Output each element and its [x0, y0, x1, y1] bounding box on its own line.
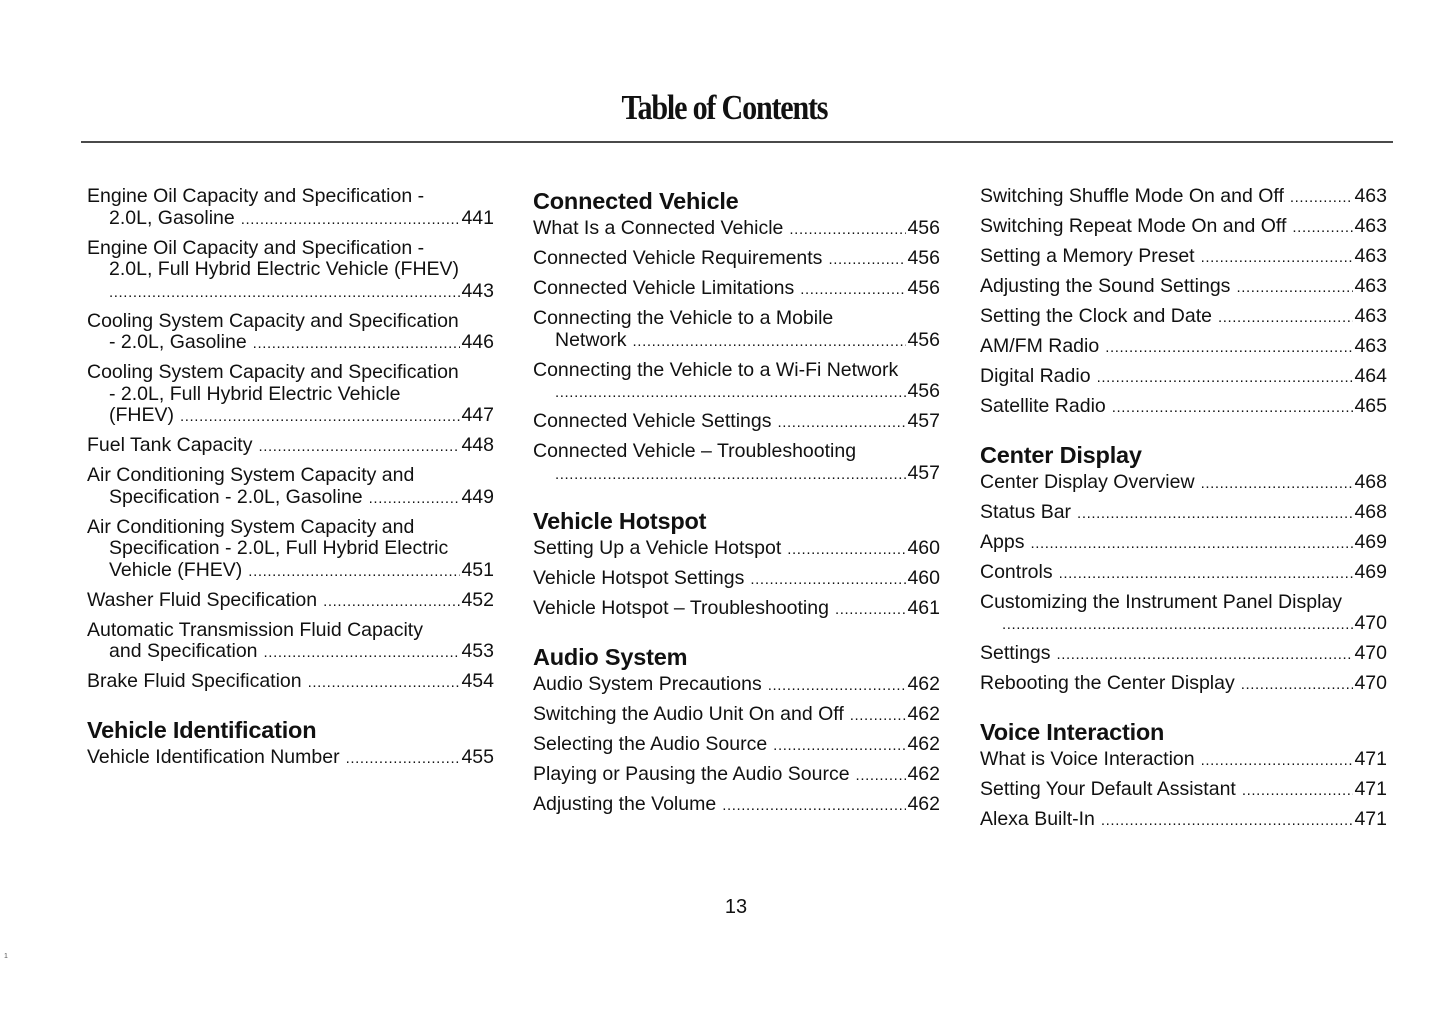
- toc-entry-page-number: 456: [907, 247, 940, 269]
- toc-entry-title: Playing or Pausing the Audio Source: [533, 762, 850, 785]
- toc-entry-title-line: Connecting the Vehicle to a Mobile: [533, 307, 834, 329]
- toc-entry-title: Adjusting the Sound Settings: [980, 275, 1231, 297]
- toc-entry-page-number: 463: [1354, 305, 1387, 327]
- toc-entry[interactable]: [980, 336, 1387, 359]
- toc-entry[interactable]: [87, 311, 494, 355]
- dot-leader: [323, 590, 460, 613]
- toc-entry-leader-line: [533, 704, 940, 727]
- toc-entry[interactable]: [980, 592, 1387, 636]
- toc-entry-leader-line: [980, 613, 1387, 636]
- toc-entry-title-line: - 2.0L, Full Hybrid Electric Vehicle: [109, 382, 401, 405]
- toc-entry-page-number: 461: [907, 597, 940, 619]
- toc-entry[interactable]: [87, 671, 494, 694]
- toc-entry-leader-line: [980, 779, 1387, 802]
- page-title: Table of Contents: [621, 88, 828, 127]
- toc-entry[interactable]: [980, 749, 1387, 772]
- toc-entry-title: Digital Radio: [980, 365, 1091, 387]
- toc-entry-page-number: 464: [1354, 365, 1387, 387]
- dot-leader: [787, 538, 906, 561]
- toc-entry-page-number: 441: [461, 206, 494, 229]
- toc-entry-title: Apps: [980, 530, 1025, 553]
- toc-entry-page-number: 456: [907, 277, 940, 299]
- toc-entry-page-number: 469: [1354, 560, 1387, 583]
- toc-entry[interactable]: [533, 360, 940, 404]
- toc-entry[interactable]: [533, 598, 940, 621]
- toc-entry-leader-line: [533, 381, 940, 404]
- toc-entry-page-number: 447: [461, 404, 494, 426]
- dot-leader: [850, 704, 907, 727]
- dot-leader: [1056, 643, 1353, 666]
- dot-leader: [1242, 779, 1354, 802]
- section-heading: Voice Interaction: [980, 718, 1165, 745]
- toc-entry-page-number: 448: [461, 434, 494, 456]
- toc-entry-title: Switching the Audio Unit On and Off: [533, 702, 844, 725]
- toc-entry-page-number: 443: [461, 279, 494, 302]
- toc-entry-title: Specification - 2.0L, Gasoline: [109, 485, 363, 508]
- toc-entry-title: Controls: [980, 560, 1053, 583]
- toc-entry-title: Connected Vehicle Requirements: [533, 247, 823, 269]
- toc-entry-page-number: 456: [907, 217, 940, 239]
- dot-leader: [789, 218, 906, 241]
- toc-entry-leader-line: [533, 734, 940, 757]
- toc-entry-leader-line: [87, 332, 494, 355]
- toc-entry-page-number: 469: [1354, 530, 1387, 553]
- toc-entry-leader-line: [87, 487, 494, 510]
- toc-entry-leader-line: [87, 208, 494, 231]
- toc-entry-leader-line: [980, 673, 1387, 696]
- toc-entry[interactable]: [87, 517, 494, 583]
- toc-entry-title: What Is a Connected Vehicle: [533, 217, 784, 239]
- toc-entry[interactable]: [533, 308, 940, 352]
- dot-leader: [1201, 472, 1354, 495]
- dot-leader: [1218, 306, 1353, 329]
- toc-entry-title: Vehicle Identification Number: [87, 745, 340, 768]
- toc-entry[interactable]: [87, 590, 494, 613]
- section-heading: Center Display: [980, 441, 1142, 468]
- toc-entry-title: (FHEV): [109, 404, 174, 426]
- toc-column-1: [87, 186, 494, 777]
- toc-entry[interactable]: [980, 779, 1387, 802]
- toc-entry[interactable]: [533, 734, 940, 757]
- dot-leader: [1290, 186, 1354, 209]
- toc-entry-leader-line: [87, 641, 494, 664]
- toc-entry-leader-line: [533, 674, 940, 697]
- toc-entry-page-number: 468: [1354, 500, 1387, 523]
- toc-column-2: [533, 186, 940, 824]
- toc-entry-page-number: 462: [907, 762, 940, 785]
- toc-entry-leader-line: [87, 281, 494, 304]
- toc-entry-title: Status Bar: [980, 500, 1072, 523]
- toc-entry-title: Vehicle Hotspot Settings: [533, 567, 745, 589]
- toc-entry-leader-line: [533, 538, 940, 561]
- dot-leader: [308, 671, 461, 694]
- toc-entry-leader-line: [980, 809, 1387, 832]
- dot-leader: [369, 487, 461, 510]
- toc-entry[interactable]: [980, 532, 1387, 555]
- toc-entry-title-line: Cooling System Capacity and Specification: [87, 361, 459, 383]
- dot-leader: [856, 764, 907, 787]
- toc-entry[interactable]: [87, 186, 494, 230]
- toc-entry-leader-line: [87, 671, 494, 694]
- dot-leader: [1105, 336, 1353, 359]
- toc-entry-title-line: Air Conditioning System Capacity and: [87, 464, 415, 486]
- toc-entry-title: Alexa Built-In: [980, 807, 1095, 830]
- toc-entry[interactable]: [87, 620, 494, 664]
- toc-entry-title: Setting Up a Vehicle Hotspot: [533, 537, 782, 559]
- dot-leader: [241, 208, 461, 231]
- toc-entry[interactable]: [533, 704, 940, 727]
- toc-entry[interactable]: [980, 186, 1387, 209]
- toc-entry-page-number: 462: [907, 792, 940, 815]
- toc-entry-leader-line: [980, 502, 1387, 525]
- toc-entry[interactable]: [87, 362, 494, 428]
- toc-entry[interactable]: [980, 276, 1387, 299]
- toc-entry-page-number: 460: [907, 537, 940, 559]
- dot-leader: [778, 411, 907, 434]
- toc-entry-page-number: 462: [907, 732, 940, 755]
- section-heading: Vehicle Hotspot: [533, 508, 707, 534]
- toc-entry-leader-line: [533, 764, 940, 787]
- toc-entry[interactable]: [980, 673, 1387, 696]
- toc-entry-title: Washer Fluid Specification: [87, 588, 318, 611]
- toc-entry-leader-line: [533, 218, 940, 241]
- dot-leader: [1030, 532, 1353, 555]
- toc-entry-page-number: 468: [1354, 470, 1387, 493]
- toc-entry-leader-line: [87, 435, 494, 458]
- toc-entry[interactable]: [980, 306, 1387, 329]
- dot-leader: [264, 641, 461, 664]
- toc-entry-leader-line: [980, 336, 1387, 359]
- dot-leader: [773, 734, 906, 757]
- toc-entry-page-number: 449: [461, 485, 494, 508]
- toc-entry-page-number: 463: [1354, 215, 1387, 237]
- toc-entry-title-line: Connecting the Vehicle to a Wi-Fi Network: [533, 358, 899, 381]
- dot-leader: [633, 330, 907, 353]
- toc-entry-title: Brake Fluid Specification: [87, 670, 302, 692]
- toc-entry[interactable]: [980, 396, 1387, 419]
- toc-entry-title-line: Air Conditioning System Capacity and: [87, 515, 415, 538]
- toc-entry-leader-line: [980, 366, 1387, 389]
- toc-entry-title: Setting a Memory Preset: [980, 245, 1195, 267]
- toc-entry-title: Settings: [980, 642, 1051, 664]
- toc-entry-page-number: 470: [1354, 642, 1387, 664]
- dot-leader: [109, 281, 460, 304]
- toc-entry[interactable]: [980, 246, 1387, 269]
- dot-leader: [1201, 246, 1354, 269]
- toc-entry-leader-line: [87, 747, 494, 770]
- toc-entry-leader-line: [533, 598, 940, 621]
- toc-entry-page-number: 471: [1354, 777, 1387, 800]
- toc-entry-title: Satellite Radio: [980, 395, 1106, 417]
- toc-entry-leader-line: [980, 562, 1387, 585]
- toc-entry-page-number: 453: [461, 640, 494, 662]
- toc-entry-page-number: 462: [907, 672, 940, 695]
- toc-entry[interactable]: [980, 216, 1387, 239]
- title-divider: [81, 141, 1393, 143]
- toc-entry-title: Vehicle (FHEV): [109, 558, 243, 581]
- dot-leader: [1292, 216, 1353, 239]
- dot-leader: [768, 674, 907, 697]
- dot-leader: [1101, 809, 1354, 832]
- dot-leader: [346, 747, 461, 770]
- dot-leader: [258, 435, 460, 458]
- toc-entry-title-line: Specification - 2.0L, Full Hybrid Electric: [109, 537, 449, 559]
- toc-entry-title: Audio System Precautions: [533, 672, 762, 695]
- toc-entry-title: Setting the Clock and Date: [980, 305, 1212, 327]
- toc-entry-title-line: Automatic Transmission Fluid Capacity: [87, 618, 423, 641]
- toc-entry[interactable]: [533, 674, 940, 697]
- toc-entry-title: Network: [555, 328, 627, 351]
- toc-entry-title: Connected Vehicle Limitations: [533, 277, 795, 299]
- toc-entry-page-number: 463: [1354, 275, 1387, 297]
- toc-entry-page-number: 463: [1354, 335, 1387, 357]
- section-heading: Connected Vehicle: [533, 188, 739, 214]
- section-heading: Audio System: [533, 643, 688, 670]
- toc-entry[interactable]: [533, 538, 940, 561]
- toc-entry-page-number: 455: [461, 745, 494, 768]
- toc-entry-leader-line: [980, 306, 1387, 329]
- dot-leader: [750, 568, 906, 591]
- dot-leader: [1241, 673, 1354, 696]
- toc-entry-title: Rebooting the Center Display: [980, 672, 1235, 694]
- toc-entry-page-number: 470: [1354, 612, 1387, 634]
- toc-entry-leader-line: [980, 186, 1387, 209]
- toc-entry-page-number: 463: [1354, 245, 1387, 267]
- toc-entry-leader-line: [533, 463, 940, 486]
- toc-entry[interactable]: [533, 568, 940, 591]
- toc-entry-page-number: 471: [1354, 747, 1387, 770]
- toc-entry-title-line: 2.0L, Full Hybrid Electric Vehicle (FHEV): [109, 258, 460, 280]
- dot-leader: [722, 794, 906, 817]
- toc-entry-title: Selecting the Audio Source: [533, 732, 768, 755]
- toc-entry-leader-line: [533, 794, 940, 817]
- dot-leader: [1236, 276, 1353, 299]
- toc-entry-page-number: 457: [907, 461, 940, 484]
- dot-leader: [835, 598, 907, 621]
- toc-entry-leader-line: [980, 643, 1387, 666]
- dot-leader: [1059, 562, 1354, 585]
- toc-entry-leader-line: [980, 396, 1387, 419]
- dot-leader: [1097, 366, 1354, 389]
- toc-entry-title: 2.0L, Gasoline: [109, 206, 235, 229]
- toc-entry-title: Center Display Overview: [980, 470, 1195, 493]
- toc-entry[interactable]: [533, 248, 940, 271]
- toc-entry-leader-line: [980, 749, 1387, 772]
- dot-leader: [555, 463, 906, 486]
- toc-entry-leader-line: [87, 405, 494, 428]
- toc-entry-leader-line: [980, 276, 1387, 299]
- dot-leader: [253, 332, 461, 355]
- toc-entry-title: Adjusting the Volume: [533, 792, 717, 815]
- toc-entry-page-number: 456: [907, 328, 940, 351]
- toc-entry-title-line: Engine Oil Capacity and Specification -: [87, 185, 425, 207]
- toc-entry-title: Setting Your Default Assistant: [980, 777, 1236, 800]
- toc-entry[interactable]: [533, 441, 940, 485]
- toc-entry-leader-line: [533, 330, 940, 353]
- toc-entry[interactable]: [533, 794, 940, 817]
- toc-entry-title: Switching Repeat Mode On and Off: [980, 215, 1287, 237]
- toc-entry-leader-line: [533, 248, 940, 271]
- toc-entry-leader-line: [87, 560, 494, 583]
- dot-leader: [1112, 396, 1354, 419]
- toc-entry-page-number: 463: [1354, 185, 1387, 207]
- toc-entry-title-line: Cooling System Capacity and Specification: [87, 309, 459, 332]
- dot-leader: [248, 560, 460, 583]
- toc-entry-title: Vehicle Hotspot – Troubleshooting: [533, 597, 829, 619]
- toc-entry-title: - 2.0L, Gasoline: [109, 331, 247, 353]
- dot-leader: [828, 248, 906, 271]
- toc-entry-leader-line: [533, 278, 940, 301]
- dot-leader: [800, 278, 906, 301]
- toc-entry-leader-line: [980, 216, 1387, 239]
- toc-entry-page-number: 446: [461, 331, 494, 353]
- page-number: 13: [724, 896, 748, 918]
- toc-entry-page-number: 451: [461, 558, 494, 581]
- toc-entry-title-line: Customizing the Instrument Panel Display: [980, 590, 1342, 613]
- dot-leader: [1201, 749, 1354, 772]
- dot-leader: [180, 405, 460, 428]
- toc-entry-title-line: Engine Oil Capacity and Specification -: [87, 236, 425, 259]
- toc-entry-title: What is Voice Interaction: [980, 747, 1195, 770]
- toc-entry[interactable]: [533, 764, 940, 787]
- toc-entry[interactable]: [87, 465, 494, 509]
- dot-leader: [555, 381, 906, 404]
- toc-entry[interactable]: [533, 218, 940, 241]
- toc-entry-page-number: 471: [1354, 807, 1387, 830]
- toc-entry-page-number: 457: [907, 410, 940, 432]
- toc-entry[interactable]: [980, 366, 1387, 389]
- toc-entry-page-number: 462: [907, 702, 940, 725]
- toc-entry-page-number: 460: [907, 567, 940, 589]
- toc-entry[interactable]: [87, 238, 494, 304]
- dot-leader: [1077, 502, 1353, 525]
- toc-entry-leader-line: [87, 590, 494, 613]
- toc-entry-leader-line: [533, 568, 940, 591]
- toc-entry-page-number: 470: [1354, 672, 1387, 694]
- toc-entry[interactable]: [87, 435, 494, 458]
- toc-column-3: [980, 186, 1387, 839]
- toc-entry-title: Fuel Tank Capacity: [87, 434, 253, 456]
- toc-entry[interactable]: [980, 562, 1387, 585]
- toc-entry-title-line: Connected Vehicle – Troubleshooting: [533, 440, 857, 462]
- toc-entry[interactable]: [980, 472, 1387, 495]
- section-heading: Vehicle Identification: [87, 716, 317, 743]
- toc-entry-page-number: 456: [907, 380, 940, 402]
- corner-mark: 1: [4, 953, 8, 960]
- toc-entry-title: and Specification: [109, 640, 258, 662]
- toc-entry-leader-line: [533, 411, 940, 434]
- toc-entry-page-number: 465: [1354, 395, 1387, 417]
- toc-entry[interactable]: [87, 747, 494, 770]
- toc-entry[interactable]: [533, 278, 940, 301]
- toc-entry[interactable]: [980, 643, 1387, 666]
- toc-entry-page-number: 452: [461, 588, 494, 611]
- toc-entry-title: Switching Shuffle Mode On and Off: [980, 185, 1284, 207]
- toc-entry-leader-line: [980, 246, 1387, 269]
- toc-entry-page-number: 454: [461, 670, 494, 692]
- toc-entry-leader-line: [980, 472, 1387, 495]
- toc-entry-title: Connected Vehicle Settings: [533, 410, 772, 432]
- dot-leader: [1002, 613, 1353, 636]
- toc-entry[interactable]: [980, 502, 1387, 525]
- toc-entry-title: AM/FM Radio: [980, 335, 1100, 357]
- toc-entry[interactable]: [980, 809, 1387, 832]
- toc-entry[interactable]: [533, 411, 940, 434]
- toc-entry-leader-line: [980, 532, 1387, 555]
